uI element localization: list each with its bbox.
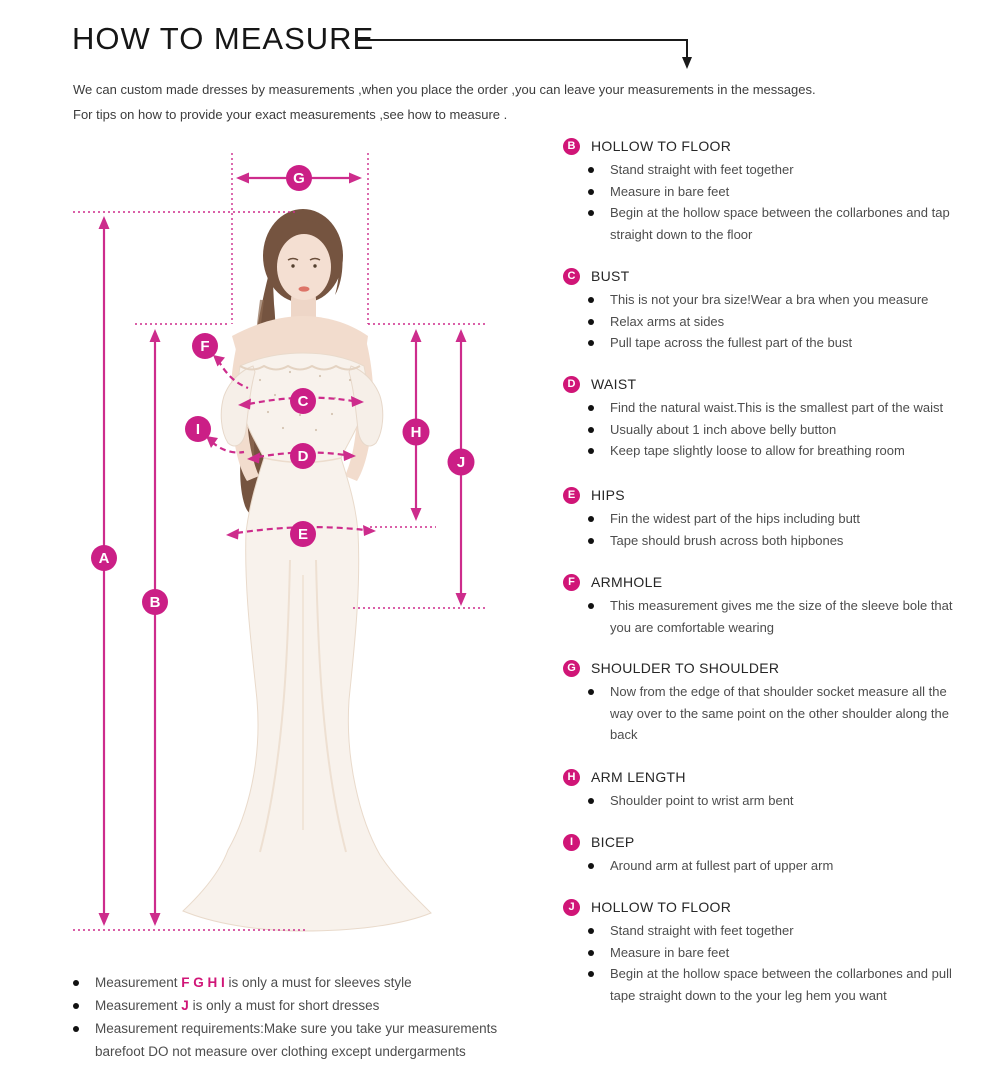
- section-title: HOLLOW TO FLOOR: [591, 138, 732, 154]
- bullet-item: Find the natural waist.This is the smallest part of the waist: [563, 397, 983, 419]
- section-hollow-to-floor-b: [563, 136, 988, 245]
- bullet-item: Begin at the hollow space between the collarbones and tap straight down to the floor: [563, 202, 983, 245]
- measure-label-I: [185, 416, 211, 442]
- section-title: HIPS: [591, 487, 625, 503]
- down-arrowhead-icon: [682, 57, 692, 69]
- section-bicep: [563, 832, 988, 877]
- section-bust: [563, 266, 988, 354]
- section-badge: I: [563, 834, 580, 851]
- bullet-dot: [588, 928, 594, 934]
- measure-label-J: [448, 449, 475, 476]
- bullet-dot: [588, 210, 594, 216]
- svg-text:F: F: [200, 338, 210, 355]
- accent-letters: J: [181, 998, 189, 1013]
- bullet-item: Relax arms at sides: [563, 311, 983, 333]
- bullet-item: Pull tape across the fullest part of the bust: [563, 332, 983, 354]
- bullet-item: Now from the edge of that shoulder socket measure all the way over to the same point on the other shoulder along the back: [563, 681, 983, 746]
- bullet-dot: [588, 863, 594, 869]
- section-title: HOLLOW TO FLOOR: [591, 899, 732, 915]
- bullet-dot: [588, 340, 594, 346]
- section-armhole: [563, 572, 988, 638]
- measure-label-F: [192, 333, 218, 359]
- bullet-dot: [588, 603, 594, 609]
- bullet-item: Begin at the hollow space between the collarbones and pull tape straight down to the your leg hem you want: [563, 963, 983, 1006]
- section-title: BICEP: [591, 834, 635, 850]
- bullet-dot: [588, 950, 594, 956]
- measure-label-H: [403, 419, 430, 446]
- svg-text:G: G: [293, 170, 305, 187]
- measure-label-C: [290, 388, 316, 414]
- measure-label-B: [142, 589, 168, 615]
- bullet-item: Usually about 1 inch above belly button: [563, 419, 983, 441]
- svg-text:D: D: [297, 448, 309, 465]
- svg-text:E: E: [297, 526, 309, 543]
- bullet-dot: [73, 1003, 79, 1009]
- section-title: ARMHOLE: [591, 574, 663, 590]
- section-badge: G: [563, 660, 580, 677]
- measure-arrow-B: [150, 329, 161, 926]
- bullet-dot: [588, 167, 594, 173]
- accent-letters: F G H I: [181, 975, 225, 990]
- bullet-dot: [588, 297, 594, 303]
- bullet-item: Shoulder point to wrist arm bent: [563, 790, 983, 812]
- section-badge: J: [563, 899, 580, 916]
- title-underline-arrow: [0, 0, 1000, 80]
- bullet-dot: [588, 689, 594, 695]
- section-arm-length: [563, 767, 988, 812]
- intro-text: [73, 77, 816, 127]
- bullet-dot: [588, 516, 594, 522]
- measure-label-A: [91, 545, 117, 571]
- bullet-dot: [588, 427, 594, 433]
- bullet-dot: [588, 448, 594, 454]
- intro-line-2: For tips on how to provide your exact measurements ,see how to measure .: [73, 107, 508, 122]
- bullet-item: Stand straight with feet together: [563, 920, 983, 942]
- bullet-item: Fin the widest part of the hips including butt: [563, 508, 983, 530]
- bullet-dot: [588, 189, 594, 195]
- section-badge: F: [563, 574, 580, 591]
- bullet-item: Keep tape slightly loose to allow for breathing room: [563, 440, 983, 462]
- section-waist: [563, 374, 988, 462]
- bullet-dot: [73, 1026, 79, 1032]
- svg-text:H: H: [410, 424, 422, 441]
- section-badge: H: [563, 769, 580, 786]
- svg-text:I: I: [195, 421, 201, 438]
- bullet-item: Around arm at fullest part of upper arm: [563, 855, 983, 877]
- section-title: BUST: [591, 268, 630, 284]
- section-badge: E: [563, 487, 580, 504]
- measure-label-G: [286, 165, 312, 191]
- intro-line-1: We can custom made dresses by measurements ,when you place the order ,you can leave your measurements in the messages.: [73, 82, 816, 97]
- bullet-item: This is not your bra size!Wear a bra when you measure: [563, 289, 983, 311]
- section-shoulder-to-shoulder: [563, 658, 988, 746]
- section-hips: [563, 485, 988, 551]
- section-title: WAIST: [591, 376, 637, 392]
- svg-text:B: B: [149, 594, 161, 611]
- bullet-dot: [73, 980, 79, 986]
- measure-label-D: [290, 443, 316, 469]
- measurement-diagram: [40, 140, 520, 950]
- section-badge: D: [563, 376, 580, 393]
- bullet-dot: [588, 798, 594, 804]
- bullet-item: Tape should brush across both hipbones: [563, 530, 983, 552]
- note-item: Measurement F G H I is only a must for sleeves style: [73, 971, 513, 994]
- measure-label-E: [290, 521, 316, 547]
- bullet-item: Measure in bare feet: [563, 181, 983, 203]
- bullet-item: This measurement gives me the size of the sleeve bole that you are comfortable wearing: [563, 595, 983, 638]
- section-title: ARM LENGTH: [591, 769, 686, 785]
- svg-text:J: J: [456, 454, 466, 471]
- bullet-item: Measure in bare feet: [563, 942, 983, 964]
- bullet-dot: [588, 319, 594, 325]
- section-badge: C: [563, 268, 580, 285]
- bullet-dot: [588, 971, 594, 977]
- svg-text:C: C: [297, 393, 309, 410]
- svg-text:A: A: [98, 550, 110, 567]
- note-item: Measurement requirements:Make sure you take yur measurements barefoot DO not measure over clothing except undergarments: [73, 1017, 513, 1063]
- bullet-dot: [588, 405, 594, 411]
- page-title: HOW TO MEASURE: [72, 21, 375, 56]
- model-photo: [183, 209, 431, 931]
- bullet-dot: [588, 538, 594, 544]
- bullet-item: Stand straight with feet together: [563, 159, 983, 181]
- measurement-notes: [73, 971, 513, 1063]
- section-hollow-to-floor-j: [563, 897, 988, 1006]
- section-badge: B: [563, 138, 580, 155]
- note-item: Measurement J is only a must for short dresses: [73, 994, 513, 1017]
- section-title: SHOULDER TO SHOULDER: [591, 660, 780, 676]
